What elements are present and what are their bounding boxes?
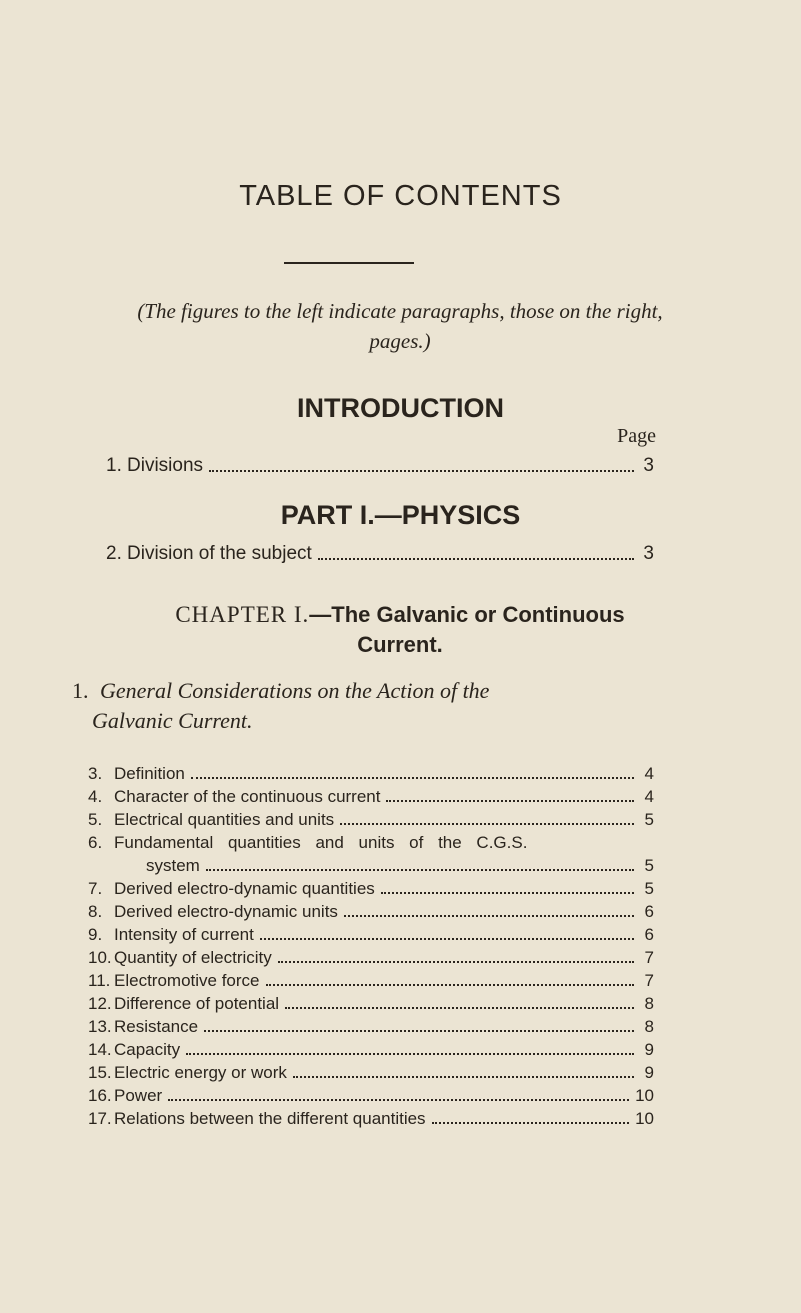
chapter-title-line1: —The Galvanic or Continuous xyxy=(309,602,625,627)
entry-label: Derived electro-dynamic quantities xyxy=(114,879,375,898)
leader-dots xyxy=(285,1007,634,1009)
entry-number: 17. xyxy=(88,1109,112,1128)
entry-page: 8 xyxy=(644,994,654,1013)
entry-label: Electric energy or work xyxy=(114,1063,287,1082)
entry-number: 6. xyxy=(88,833,103,852)
toc-entry[interactable] xyxy=(88,833,654,853)
toc-entry[interactable] xyxy=(88,925,654,945)
entry-label: system xyxy=(146,856,200,875)
entry-number: 16. xyxy=(88,1086,112,1105)
page-column-header: Page xyxy=(617,425,656,447)
leader-dots xyxy=(204,1030,634,1032)
page-title: TABLE OF CONTENTS xyxy=(239,180,562,212)
toc-entry[interactable] xyxy=(88,1040,654,1060)
entry-number: 10. xyxy=(88,948,112,967)
toc-entry[interactable] xyxy=(88,948,654,968)
entry-number: 4. xyxy=(88,787,103,806)
part1-heading: PART I.—PHYSICS xyxy=(280,500,521,530)
entry-number: 12. xyxy=(88,994,112,1013)
toc-entry-division-of-subject[interactable] xyxy=(106,543,654,565)
entry-page: 9 xyxy=(644,1040,654,1059)
leader-dots xyxy=(293,1076,634,1078)
section-title-line1: General Considerations on the Action of the xyxy=(100,678,490,703)
entry-label: Fundamental quantities and units of the C.G.S. xyxy=(114,833,528,852)
chapter-heading xyxy=(80,600,720,660)
reading-note: (The figures to the left indicate paragraphs, those on the right, pages.) xyxy=(137,299,663,353)
toc-entry[interactable] xyxy=(88,856,654,876)
entry-number: 9. xyxy=(88,925,103,944)
toc-entry[interactable] xyxy=(88,1109,654,1129)
leader-dots xyxy=(209,470,634,472)
entry-label: Intensity of current xyxy=(114,925,254,944)
entry-number: 5. xyxy=(88,810,103,829)
toc-entry[interactable] xyxy=(88,764,654,784)
leader-dots xyxy=(340,823,634,825)
entry-label: Character of the continuous current xyxy=(114,787,381,806)
leader-dots xyxy=(278,961,634,963)
entry-page: 4 xyxy=(644,787,654,806)
toc-entry[interactable] xyxy=(88,902,654,922)
entry-page: 5 xyxy=(644,879,654,898)
entry-page: 5 xyxy=(644,810,654,829)
entry-page: 3 xyxy=(643,543,654,564)
toc-entry[interactable] xyxy=(88,994,654,1014)
entry-label: Resistance xyxy=(114,1017,199,1036)
entry-label: Electrical quantities and units xyxy=(114,810,335,829)
leader-dots xyxy=(432,1122,630,1124)
entry-label: Definition xyxy=(114,764,185,783)
entry-number: 14. xyxy=(88,1040,112,1059)
section-number: 1. xyxy=(72,678,89,703)
entry-label: Capacity xyxy=(114,1040,181,1059)
entry-number: 7. xyxy=(88,879,103,898)
section-heading xyxy=(72,676,652,736)
entry-page: 6 xyxy=(644,925,654,944)
leader-dots xyxy=(381,892,634,894)
entry-number: 2. xyxy=(106,543,122,564)
leader-dots xyxy=(168,1099,629,1101)
chapter-title-line2: Current. xyxy=(357,632,443,657)
toc-entry[interactable] xyxy=(88,787,654,807)
entry-page: 10 xyxy=(635,1086,654,1105)
toc-entry-divisions[interactable] xyxy=(106,455,654,477)
entry-label: Power xyxy=(114,1086,163,1105)
entry-page: 7 xyxy=(644,971,654,990)
entry-page: 7 xyxy=(644,948,654,967)
entry-page: 6 xyxy=(644,902,654,921)
entry-number: 13. xyxy=(88,1017,112,1036)
toc-entry[interactable] xyxy=(88,1086,654,1106)
entry-number: 15. xyxy=(88,1063,112,1082)
toc-entry[interactable] xyxy=(88,1063,654,1083)
entry-label: Difference of potential xyxy=(114,994,280,1013)
leader-dots xyxy=(318,558,634,560)
toc-entry[interactable] xyxy=(88,810,654,830)
entry-page: 10 xyxy=(635,1109,654,1128)
leader-dots xyxy=(386,800,634,802)
entry-label: Divisions xyxy=(127,455,204,476)
entry-page: 5 xyxy=(644,856,654,875)
entry-page: 8 xyxy=(644,1017,654,1036)
entry-number: 8. xyxy=(88,902,103,921)
entry-number: 3. xyxy=(88,764,103,783)
entry-page: 9 xyxy=(644,1063,654,1082)
entry-label: Electromotive force xyxy=(114,971,260,990)
toc-entry[interactable] xyxy=(88,879,654,899)
toc-entry[interactable] xyxy=(88,1017,654,1037)
toc-entry[interactable] xyxy=(88,971,654,991)
entry-label: Division of the subject xyxy=(127,543,312,564)
leader-dots xyxy=(206,869,634,871)
leader-dots xyxy=(344,915,634,917)
title-divider xyxy=(284,262,414,264)
leader-dots xyxy=(266,984,635,986)
entry-number: 1. xyxy=(106,455,122,476)
chapter-number: CHAPTER I. xyxy=(175,602,310,627)
entry-label: Relations between the different quantities xyxy=(114,1109,426,1128)
section-title-line2: Galvanic Current. xyxy=(92,708,253,733)
entry-page: 3 xyxy=(643,455,654,476)
entry-number: 11. xyxy=(88,971,111,990)
leader-dots xyxy=(260,938,634,940)
introduction-heading: INTRODUCTION xyxy=(297,393,504,423)
entry-page: 4 xyxy=(644,764,654,783)
entry-label: Derived electro-dynamic units xyxy=(114,902,338,921)
entry-label: Quantity of electricity xyxy=(114,948,272,967)
leader-dots xyxy=(186,1053,634,1055)
leader-dots xyxy=(191,777,634,779)
